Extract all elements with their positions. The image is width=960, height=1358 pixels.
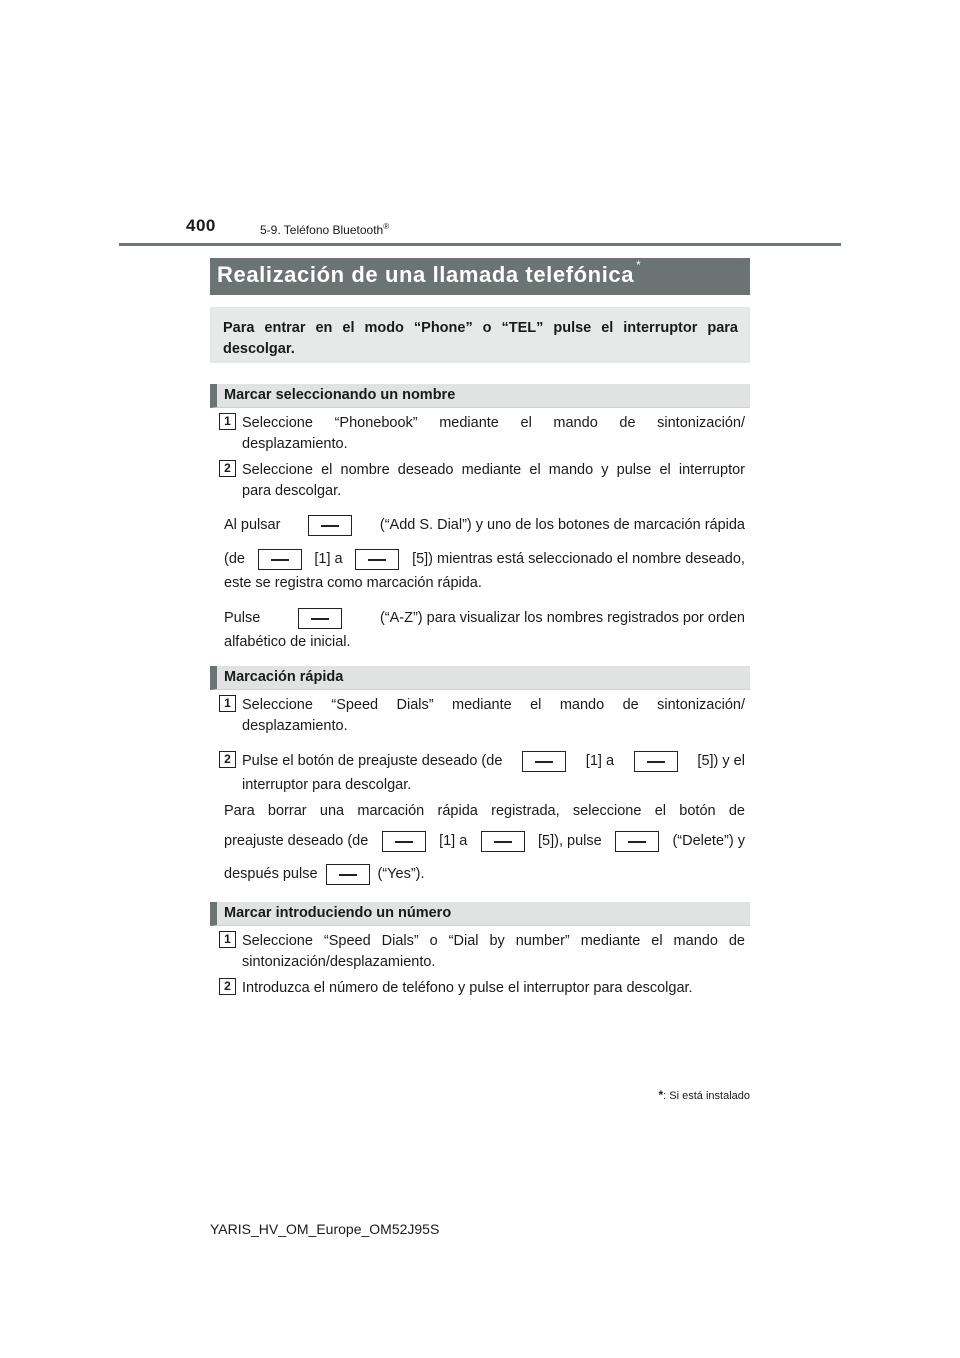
note-text: (“Yes”). xyxy=(377,866,425,882)
note-line xyxy=(224,608,745,629)
step-line: desplazamiento. xyxy=(242,718,348,734)
intro-box xyxy=(210,307,750,363)
step-text xyxy=(242,978,745,999)
registered-mark: ® xyxy=(383,222,390,231)
note-text: [5]), pulse xyxy=(538,833,602,849)
step-number: 2 xyxy=(219,751,236,768)
section-breadcrumb xyxy=(260,222,389,237)
section-heading-dial-by-name: Marcar seleccionando un nombre xyxy=(210,384,750,408)
note-text: (“Add S. Dial”) y uno de los botones de marcación rápida xyxy=(379,517,745,533)
step-number: 2 xyxy=(219,978,236,995)
note-text: [1] a xyxy=(314,551,343,567)
step-text xyxy=(242,931,745,973)
step-text xyxy=(242,460,745,502)
note-line xyxy=(224,831,745,852)
page-title-bar xyxy=(210,258,750,295)
preset-button-icon xyxy=(522,751,566,772)
header-divider xyxy=(119,243,841,246)
preset-button-icon xyxy=(481,831,525,852)
yes-button-icon xyxy=(326,864,370,885)
preset-button-icon xyxy=(355,549,399,570)
asterisk-icon: * xyxy=(658,1088,664,1102)
preset-button-icon xyxy=(258,549,302,570)
note-line xyxy=(224,801,745,822)
delete-button-icon xyxy=(615,831,659,852)
preset-button-icon xyxy=(634,751,678,772)
step-line: sintonización/desplazamiento. xyxy=(242,954,436,970)
section-heading-speed-dial: Marcación rápida xyxy=(210,666,750,690)
step-line: interruptor para descolgar. xyxy=(242,777,412,793)
add-speed-dial-button-icon xyxy=(308,515,352,536)
note-text: alfabético de inicial. xyxy=(224,634,351,650)
note-line xyxy=(224,864,745,885)
note-text: (de xyxy=(224,551,245,567)
a-z-button-icon xyxy=(298,608,342,629)
note-text: [1] a xyxy=(439,833,468,849)
section-heading-dial-by-number: Marcar introduciendo un número xyxy=(210,902,750,926)
step-number: 2 xyxy=(219,460,236,477)
preset-button-icon xyxy=(382,831,426,852)
note-text: Para borrar una marcación rápida registrada, seleccione el botón de xyxy=(224,803,745,819)
step-line: Seleccione “Speed Dials” o “Dial by number” mediante el mando de xyxy=(242,933,745,949)
note-text: Pulse xyxy=(224,610,261,626)
step-text: [1] a xyxy=(585,753,615,769)
step-line xyxy=(242,751,745,772)
note-text: Al pulsar xyxy=(224,517,281,533)
step-line: Seleccione “Phonebook” mediante el mando de sintonización/ xyxy=(242,415,745,431)
step-line: para descolgar. xyxy=(242,483,342,499)
step-text: [5]) y el xyxy=(697,753,745,769)
intro-text: Para entrar en el modo “Phone” o “TEL” pulse el interruptor para descolgar. xyxy=(223,320,738,357)
page-title: Realización de una llamada telefónica xyxy=(217,262,635,287)
step-text: Pulse el botón de preajuste deseado (de xyxy=(242,753,503,769)
step-text xyxy=(242,413,745,455)
note-text: (“Delete”) y xyxy=(672,833,745,849)
asterisk-icon: * xyxy=(636,258,641,272)
section-label: 5-9. Teléfono Bluetooth xyxy=(260,223,384,237)
step-number: 1 xyxy=(219,695,236,712)
note-text: [5]) mientras está seleccionado el nombre deseado, xyxy=(412,551,745,567)
page-number: 400 xyxy=(186,216,216,235)
footnote-text: : Si está instalado xyxy=(663,1090,750,1102)
note-line xyxy=(224,515,745,536)
note-line xyxy=(224,632,745,653)
step-number: 1 xyxy=(219,413,236,430)
note-text: este se registra como marcación rápida. xyxy=(224,575,482,591)
note-text: después pulse xyxy=(224,866,318,882)
step-line: Seleccione “Speed Dials” mediante el mando de sintonización/ xyxy=(242,697,745,713)
step-line: Introduzca el número de teléfono y pulse el interruptor para descolgar. xyxy=(242,980,693,996)
footnote xyxy=(600,1088,750,1102)
note-line xyxy=(224,573,745,594)
step-text xyxy=(242,695,745,737)
note-text: (“A-Z”) para visualizar los nombres registrados por orden xyxy=(379,610,745,626)
note-line xyxy=(224,549,745,570)
step-line: Seleccione el nombre deseado mediante el mando y pulse el interruptor xyxy=(242,462,745,478)
step-line: desplazamiento. xyxy=(242,436,348,452)
document-code: YARIS_HV_OM_Europe_OM52J95S xyxy=(210,1221,440,1237)
step-number: 1 xyxy=(219,931,236,948)
note-text: preajuste deseado (de xyxy=(224,833,369,849)
